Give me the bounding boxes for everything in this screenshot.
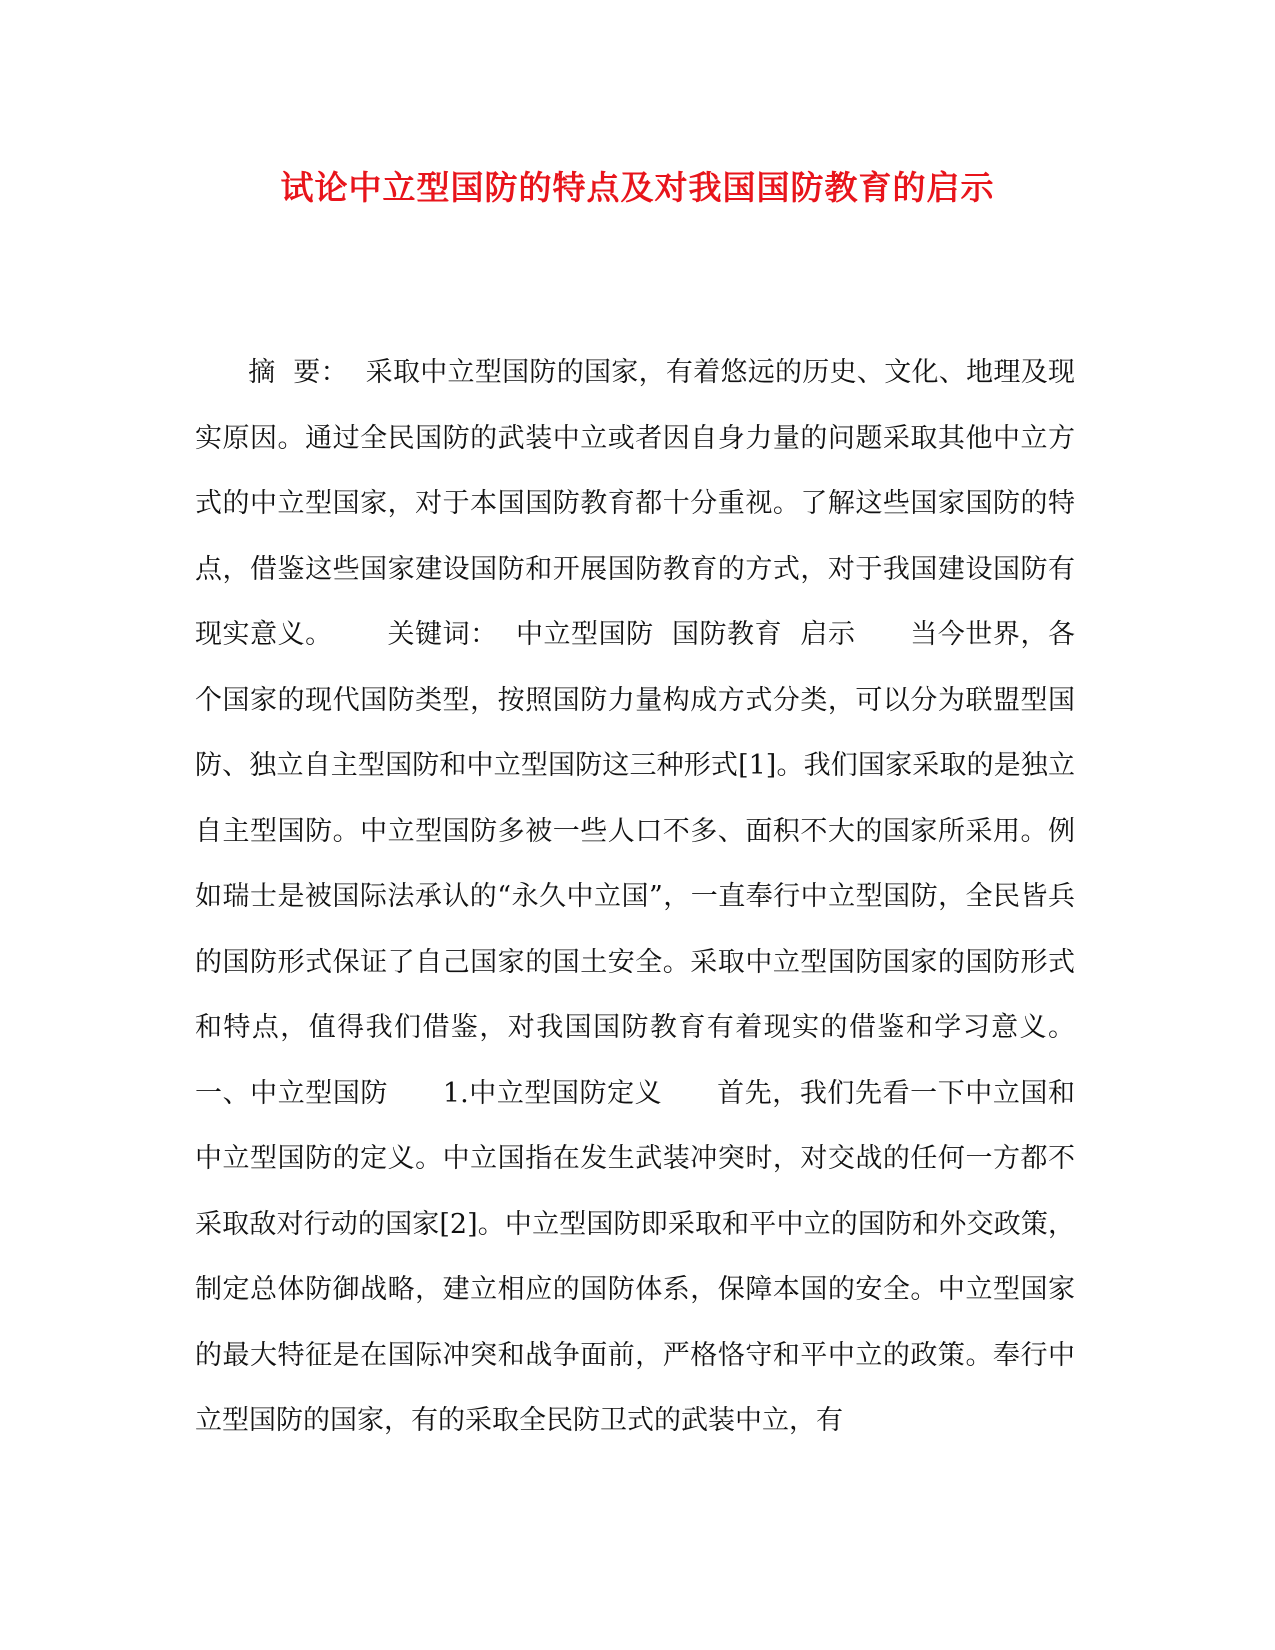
document-body: 摘 要： 采取中立型国防的国家，有着悠远的历史、文化、地理及现实原因。通过全民国防的武装中立或者因自身力量的问题采取其他中立方式的中立型国家，对于本国国防教育都十分重视。了解这些国家国防的特点，借鉴这些国家建设国防和开展国防教育的方式，对于我国建设国防有现实意义。 关键词： 中立型国防 国防教育 启示 当今世界，各个国家的现代国防类型，按照国防力量构成方式分类，可以分为联盟型国防、独立自主型国防和中立型国防这三种形式[1]。我们国家采取的是独立自主型国防。中立型国防多被一些人口不多、面积不大的国家所采用。例如瑞士是被国际法承认的“永久中立国”，一直奉行中立型国防，全民皆兵的国防形式保证了自己国家的国土安全。采取中立型国防国家的国防形式和特点，值得我们借鉴，对我国国防教育有着现实的借鉴和学习意义。 一、中立型国防 1.中立型国防定义 首先，我们先看一下中立国和中立型国防的定义。中立国指在发生武装冲突时，对交战的任何一方都不采取敌对行动的国家[2]。中立型国防即采取和平中立的国防和外交政策，制定总体防御战略，建立相应的国防体系，保障本国的安全。中立型国家的最大特征是在国际冲突和战争面前，严格恪守和平中立的政策。奉行中立型国防的国家，有的采取全民防卫式的武装中立，有 [195,357,1127,1436]
document-title: 试论中立型国防的特点及对我国国防教育的启示 [280,168,995,207]
